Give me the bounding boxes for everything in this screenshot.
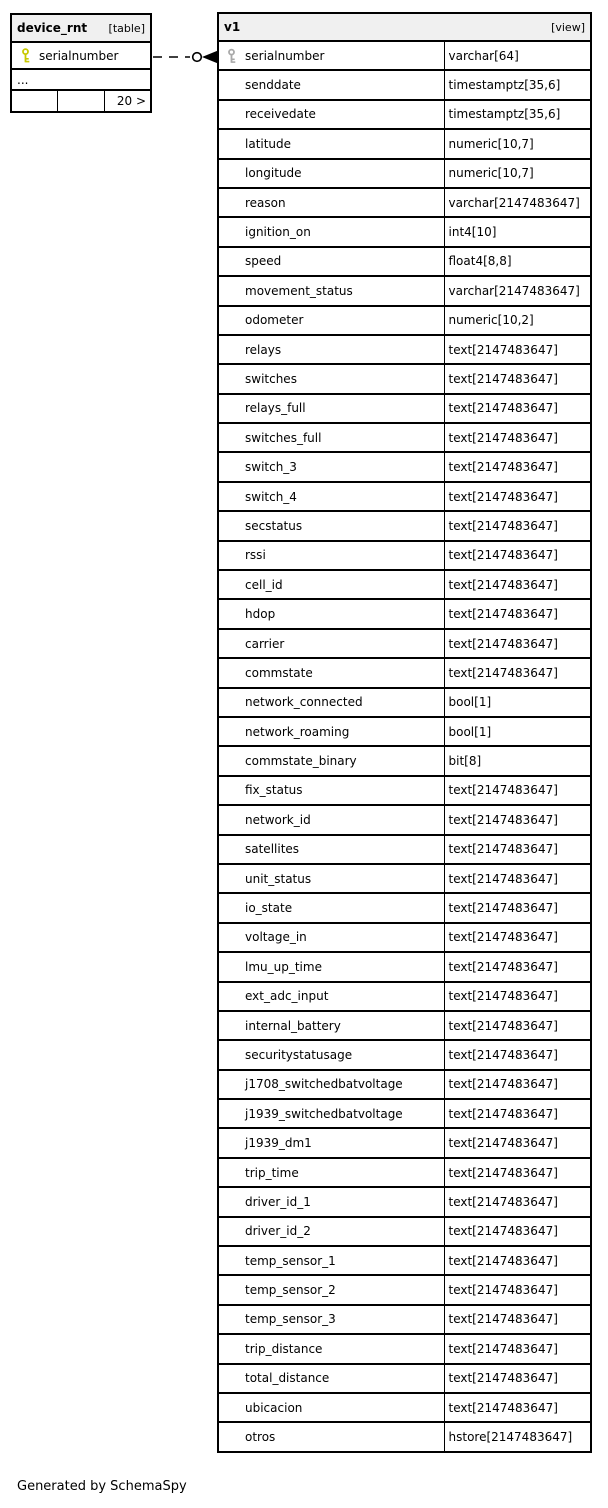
column-name-cell: [218, 482, 444, 511]
column-name: network_id: [245, 812, 311, 827]
column-name: temp_sensor_3: [245, 1312, 336, 1327]
column-name: otros: [245, 1430, 276, 1445]
column-name-cell: [218, 893, 444, 922]
stats-cell-empty-2: [58, 90, 105, 112]
column-name-cell: [218, 1099, 444, 1128]
related-tables-count[interactable]: 20 >: [104, 90, 151, 112]
column-row: [218, 570, 591, 599]
column-row: [218, 129, 591, 158]
column-type: text[2147483647]: [444, 1128, 591, 1157]
column-type: text[2147483647]: [444, 482, 591, 511]
column-type: text[2147483647]: [444, 1040, 591, 1069]
column-name-cell: [218, 1070, 444, 1099]
column-type: hstore[2147483647]: [444, 1422, 591, 1451]
column-row: [218, 364, 591, 393]
column-name-cell: [218, 923, 444, 952]
column-name-cell: [218, 982, 444, 1011]
column-row: [218, 100, 591, 129]
column-type: int4[10]: [444, 217, 591, 246]
column-row: [218, 1158, 591, 1187]
column-name: unit_status: [245, 871, 312, 886]
column-name-cell: [218, 717, 444, 746]
column-name-cell: [218, 1040, 444, 1069]
column-type: varchar[64]: [444, 41, 591, 70]
column-type: bit[8]: [444, 746, 591, 775]
column-row: [218, 452, 591, 481]
column-name: driver_id_1: [245, 1194, 311, 1209]
column-name-cell: [218, 306, 444, 335]
column-type: text[2147483647]: [444, 1099, 591, 1128]
column-name: lmu_up_time: [245, 959, 322, 974]
column-name-cell: [218, 1422, 444, 1451]
table-name[interactable]: device_rnt: [17, 21, 88, 35]
column-type: varchar[2147483647]: [444, 188, 591, 217]
column-name-cell: [218, 864, 444, 893]
column-name: securitystatusage: [245, 1047, 353, 1062]
column-type: text[2147483647]: [444, 423, 591, 452]
stats-cell-empty-1: [11, 90, 58, 112]
column-name-cell: [218, 70, 444, 99]
column-name-cell: [218, 1364, 444, 1393]
column-name: ignition_on: [245, 225, 311, 240]
column-type: text[2147483647]: [444, 1275, 591, 1304]
column-name-cell: [218, 599, 444, 628]
column-name-cell: [218, 1393, 444, 1422]
column-type: text[2147483647]: [444, 629, 591, 658]
column-type: text[2147483647]: [444, 1364, 591, 1393]
column-type: text[2147483647]: [444, 511, 591, 540]
column-name: ubicacion: [245, 1400, 303, 1415]
column-row: [218, 599, 591, 628]
column-name-cell: [218, 688, 444, 717]
column-name-cell: [218, 952, 444, 981]
column-name: relays_full: [245, 401, 306, 416]
column-name-cell: [218, 1187, 444, 1216]
column-name: temp_sensor_2: [245, 1283, 336, 1298]
column-name: voltage_in: [245, 930, 307, 945]
column-name: longitude: [245, 166, 302, 181]
column-row: [218, 1099, 591, 1128]
column-name: hdop: [245, 607, 276, 622]
column-type: bool[1]: [444, 717, 591, 746]
column-name-cell: [218, 335, 444, 364]
column-row-serialnumber: [11, 42, 151, 69]
column-row: [218, 335, 591, 364]
column-type: text[2147483647]: [444, 1334, 591, 1363]
view-node-v1[interactable]: [217, 12, 592, 1453]
column-row: [218, 893, 591, 922]
column-name: receivedate: [245, 107, 316, 122]
column-name: network_connected: [245, 695, 363, 710]
column-name-cell: [218, 658, 444, 687]
column-name-cell: [218, 1158, 444, 1187]
column-name-cell: [218, 41, 444, 70]
column-name-cell: [218, 805, 444, 834]
column-name: network_roaming: [245, 724, 350, 739]
column-name: fix_status: [245, 783, 303, 798]
column-name-cell: [218, 100, 444, 129]
column-name-cell: [218, 776, 444, 805]
column-row: [218, 952, 591, 981]
column-row: [218, 482, 591, 511]
column-name: internal_battery: [245, 1018, 341, 1033]
column-type: text[2147483647]: [444, 1158, 591, 1187]
column-row: [218, 1128, 591, 1157]
column-row: [218, 717, 591, 746]
column-name: serialnumber: [39, 49, 119, 63]
column-type: text[2147483647]: [444, 952, 591, 981]
primary-key-icon: [20, 48, 31, 63]
columns-ellipsis-row: [11, 69, 151, 90]
v1-node-table: [217, 12, 592, 1453]
column-name: switches_full: [245, 430, 322, 445]
column-name-cell: [218, 247, 444, 276]
column-name-cell: [218, 1217, 444, 1246]
column-row: [218, 276, 591, 305]
column-name: commstate: [245, 665, 313, 680]
column-type: text[2147483647]: [444, 364, 591, 393]
column-row: [218, 423, 591, 452]
column-type: numeric[10,2]: [444, 306, 591, 335]
column-type: text[2147483647]: [444, 1187, 591, 1216]
column-row: [218, 394, 591, 423]
column-row: [218, 746, 591, 775]
view-name[interactable]: v1: [224, 20, 241, 34]
column-type: numeric[10,7]: [444, 129, 591, 158]
column-name: j1708_switchedbatvoltage: [245, 1077, 403, 1092]
column-name: secstatus: [245, 518, 303, 533]
column-name: total_distance: [245, 1371, 330, 1386]
column-name: switches: [245, 371, 297, 386]
column-row: [218, 688, 591, 717]
column-type: text[2147483647]: [444, 452, 591, 481]
edge-circle-terminator: [193, 53, 202, 62]
column-row: [218, 982, 591, 1011]
column-row: [218, 805, 591, 834]
column-name: ext_adc_input: [245, 989, 329, 1004]
column-row: [218, 629, 591, 658]
column-name-cell: [218, 129, 444, 158]
column-name-cell: [218, 1305, 444, 1334]
device-rnt-node-table: [10, 13, 152, 113]
column-row: [218, 1305, 591, 1334]
column-type: text[2147483647]: [444, 1070, 591, 1099]
column-name: rssi: [245, 548, 266, 563]
key-icon: [226, 48, 237, 63]
column-type: text[2147483647]: [444, 1393, 591, 1422]
column-type: text[2147483647]: [444, 864, 591, 893]
column-name: latitude: [245, 136, 292, 151]
column-type: bool[1]: [444, 688, 591, 717]
column-name-cell: [218, 1275, 444, 1304]
column-type: text[2147483647]: [444, 776, 591, 805]
column-name: commstate_binary: [245, 754, 357, 769]
column-name-cell: [218, 188, 444, 217]
column-name: serialnumber: [245, 48, 325, 63]
column-row: [218, 247, 591, 276]
column-row: [218, 1217, 591, 1246]
column-row: [218, 1422, 591, 1451]
column-name-cell: [218, 452, 444, 481]
column-row: [218, 188, 591, 217]
column-type: text[2147483647]: [444, 394, 591, 423]
column-row: [218, 776, 591, 805]
column-name-cell: [218, 1128, 444, 1157]
column-type: text[2147483647]: [444, 335, 591, 364]
column-type: text[2147483647]: [444, 923, 591, 952]
column-row: [218, 41, 591, 70]
column-name-cell: [218, 511, 444, 540]
column-name: relays: [245, 342, 282, 357]
column-type: text[2147483647]: [444, 658, 591, 687]
column-type: text[2147483647]: [444, 1011, 591, 1040]
table-node-device_rnt[interactable]: [10, 13, 152, 113]
column-name-cell: [218, 541, 444, 570]
column-name-cell: [218, 1334, 444, 1363]
column-name: odometer: [245, 313, 304, 328]
column-name: trip_time: [245, 1165, 299, 1180]
column-row: [218, 1393, 591, 1422]
column-name-cell: [218, 394, 444, 423]
view-kind-label: [view]: [551, 20, 585, 34]
column-row: [218, 1070, 591, 1099]
column-type: text[2147483647]: [444, 893, 591, 922]
column-row: [218, 159, 591, 188]
column-name: switch_4: [245, 489, 297, 504]
column-row: [218, 1364, 591, 1393]
column-name-cell: [218, 364, 444, 393]
column-name: driver_id_2: [245, 1224, 311, 1239]
column-name: j1939_switchedbatvoltage: [245, 1106, 403, 1121]
table-header-device_rnt[interactable]: [11, 14, 151, 42]
edge-arrowhead: [202, 51, 218, 64]
column-row: [218, 1187, 591, 1216]
column-name-cell: [218, 746, 444, 775]
column-name: speed: [245, 254, 282, 269]
generator-credit: Generated by SchemaSpy: [17, 1479, 187, 1494]
column-row: [218, 1275, 591, 1304]
column-name: satellites: [245, 842, 300, 857]
column-row: [218, 864, 591, 893]
column-name: j1939_dm1: [245, 1136, 312, 1151]
column-row: [218, 835, 591, 864]
column-type: text[2147483647]: [444, 570, 591, 599]
column-type: text[2147483647]: [444, 599, 591, 628]
column-name: cell_id: [245, 577, 283, 592]
column-name: trip_distance: [245, 1341, 323, 1356]
column-row: [218, 1011, 591, 1040]
column-name-cell: [218, 1246, 444, 1275]
column-type: float4[8,8]: [444, 247, 591, 276]
column-type: text[2147483647]: [444, 541, 591, 570]
column-name-cell: [218, 423, 444, 452]
column-name-cell: [218, 835, 444, 864]
view-header-v1[interactable]: [218, 13, 591, 41]
column-name-cell: [218, 159, 444, 188]
column-type: text[2147483647]: [444, 982, 591, 1011]
column-row: [218, 1040, 591, 1069]
column-type: text[2147483647]: [444, 1305, 591, 1334]
column-type: text[2147483647]: [444, 835, 591, 864]
column-row: [218, 1246, 591, 1275]
column-name: carrier: [245, 636, 285, 651]
column-name: temp_sensor_1: [245, 1253, 336, 1268]
column-name: reason: [245, 195, 286, 210]
fk-relationship-connector: [152, 49, 218, 65]
column-name-cell: [218, 1011, 444, 1040]
table-kind-label: [table]: [108, 21, 145, 35]
column-name: senddate: [245, 78, 301, 93]
column-name-cell: [218, 217, 444, 246]
column-name-cell: [218, 276, 444, 305]
column-type: timestamptz[35,6]: [444, 70, 591, 99]
column-name: movement_status: [245, 283, 353, 298]
column-name-cell: [218, 629, 444, 658]
column-row: [218, 658, 591, 687]
column-type: varchar[2147483647]: [444, 276, 591, 305]
column-name-cell: [218, 570, 444, 599]
column-type: text[2147483647]: [444, 805, 591, 834]
column-name: io_state: [245, 901, 293, 916]
column-type: numeric[10,7]: [444, 159, 591, 188]
column-type: text[2147483647]: [444, 1246, 591, 1275]
column-row: [218, 217, 591, 246]
column-name: switch_3: [245, 460, 297, 475]
column-row: [218, 306, 591, 335]
column-type: timestamptz[35,6]: [444, 100, 591, 129]
node-stats-row: [11, 90, 151, 112]
column-row: [218, 541, 591, 570]
column-row: [218, 70, 591, 99]
column-row: [218, 1334, 591, 1363]
columns-ellipsis: ...: [11, 69, 151, 90]
column-row: [218, 923, 591, 952]
column-row: [218, 511, 591, 540]
column-type: text[2147483647]: [444, 1217, 591, 1246]
